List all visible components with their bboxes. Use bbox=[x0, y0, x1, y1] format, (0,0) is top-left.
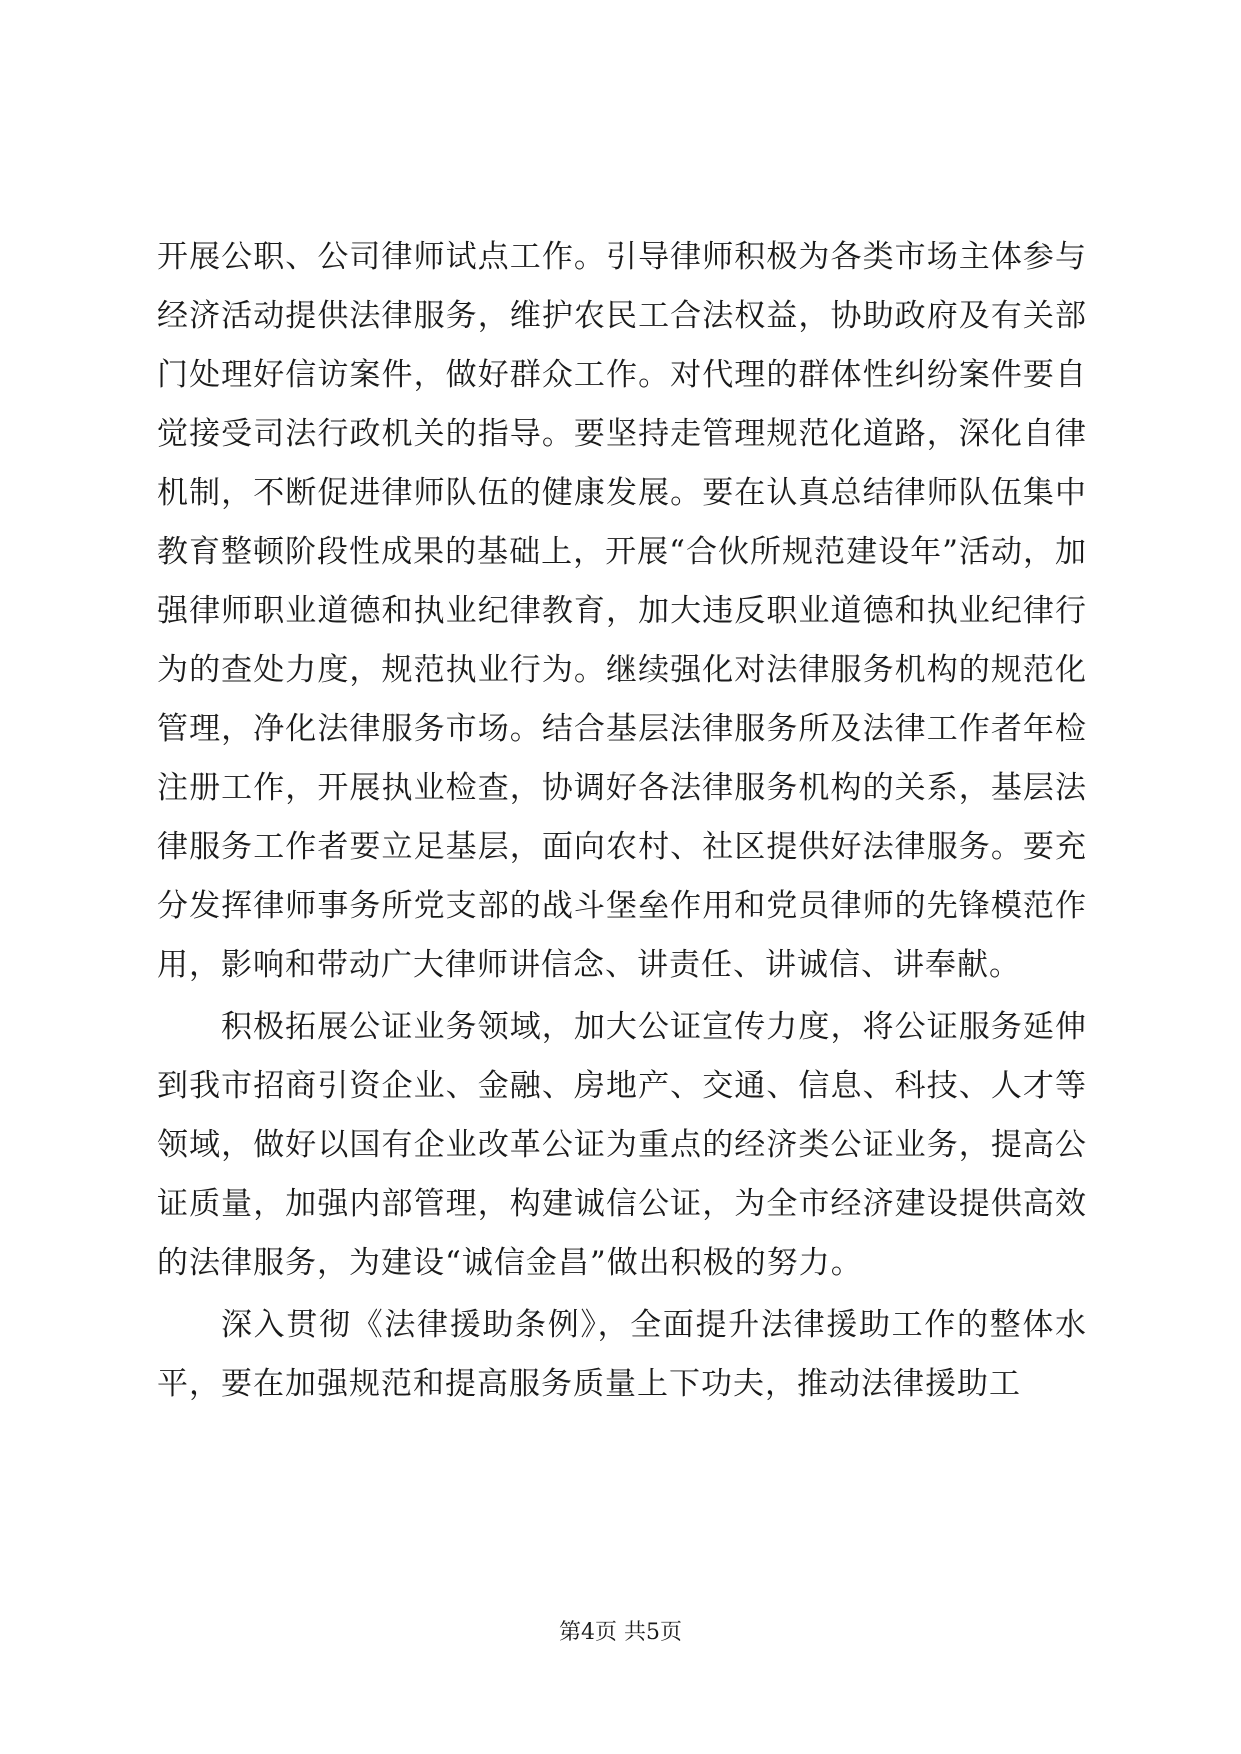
page-number-footer: 第4页 共5页 bbox=[559, 1620, 682, 1645]
paragraph-2: 积极拓展公证业务领域，加大公证宣传力度，将公证服务延伸到我市招商引资企业、金融、房地产、交通、信息、科技、人才等领域，做好以国有企业改革公证为重点的经济类公证业务，提高公证质量，加强内部管理，构建诚信公证，为全市经济建设提供高效的法律服务，为建设“诚信金昌”做出积极的努力。 bbox=[157, 1009, 1087, 1281]
paragraph-3: 深入贯彻《法律援助条例》，全面提升法律援助工作的整体水平，要在加强规范和提高服务质量上下功夫，推动法律援助工 bbox=[157, 1307, 1087, 1402]
document-body bbox=[157, 228, 1087, 1414]
paragraph-1: 开展公职、公司律师试点工作。引导律师积极为各类市场主体参与经济活动提供法律服务，维护农民工合法权益，协助政府及有关部门处理好信访案件，做好群众工作。对代理的群体性纠纷案件要自觉接受司法行政机关的指导。要坚持走管理规范化道路，深化自律机制，不断促进律师队伍的健康发展。要在认真总结律师队伍集中教育整顿阶段性成果的基础上，开展“合伙所规范建设年”活动，加强律师职业道德和执业纪律教育，加大违反职业道德和执业纪律行为的查处力度，规范执业行为。继续强化对法律服务机构的规范化管理，净化法律服务市场。结合基层法律服务所及法律工作者年检注册工作，开展执业检查，协调好各法律服务机构的关系，基层法律服务工作者要立足基层，面向农村、社区提供好法律服务。要充分发挥律师事务所党支部的战斗堡垒作用和党员律师的先锋模范作用，影响和带动广大律师讲信念、讲责任、讲诚信、讲奉献。 bbox=[157, 239, 1087, 983]
